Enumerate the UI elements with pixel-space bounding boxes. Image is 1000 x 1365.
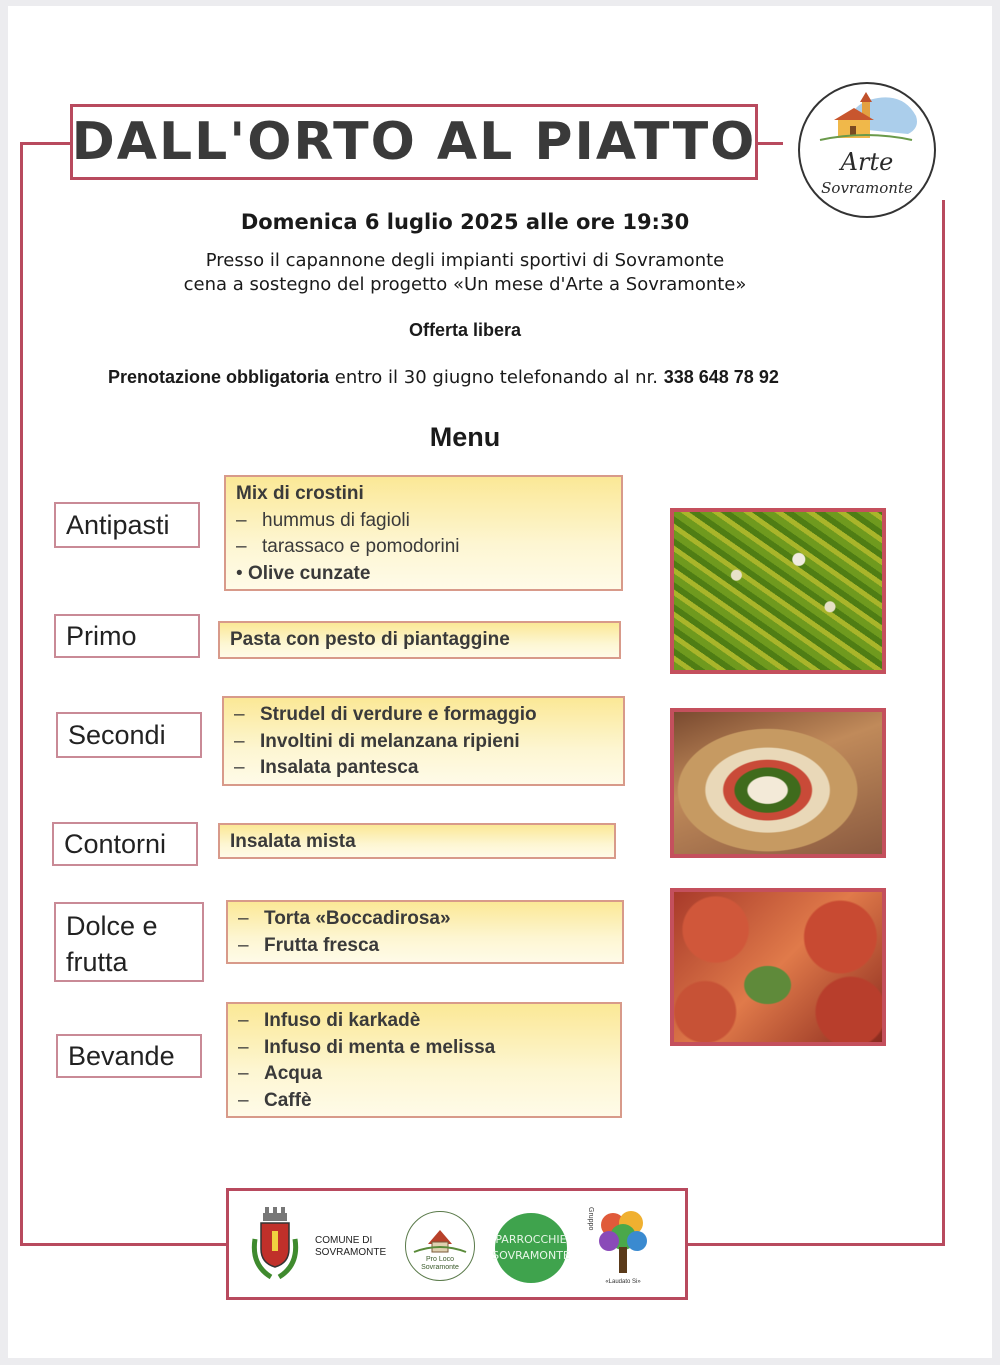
category-label: Bevande	[68, 1041, 175, 1071]
category-primo	[54, 614, 200, 658]
dish-item: – Acqua	[238, 1063, 323, 1084]
event-date: Domenica 6 luglio 2025 alle ore 19:30	[240, 210, 690, 234]
category-contorni	[52, 822, 198, 866]
menu-heading: Menu	[429, 422, 501, 452]
dish-item: – Frutta fresca	[238, 934, 380, 956]
booking-text: entro il 30 giugno telefonando al nr.	[334, 367, 658, 388]
tree-icon	[587, 1203, 659, 1279]
dish-box-contorni	[218, 823, 616, 859]
tomato-dish-photo	[670, 888, 886, 1046]
page-title: DALL'ORTO AL PIATTO	[71, 112, 757, 172]
logo-text-sovramonte: Sovramonte	[821, 179, 913, 197]
event-offer: Offerta libera	[408, 320, 522, 340]
parrocchie-logo: PARROCCHIE SOVRAMONTE	[495, 1213, 567, 1283]
proloco-logo	[405, 1211, 475, 1281]
dish-box-dolce	[226, 900, 624, 964]
category-label: Secondi	[68, 720, 166, 750]
category-antipasti	[54, 502, 200, 548]
category-bevande	[56, 1034, 202, 1078]
logo-text-arte: Arte	[840, 148, 894, 176]
arte-sovramonte-logo	[798, 82, 936, 218]
frame-bottom-left	[20, 1243, 228, 1246]
booking-lead: Prenotazione obbligatoria	[108, 367, 330, 387]
dish-box-primo	[218, 621, 621, 659]
category-label-line1: Dolce e	[66, 911, 158, 941]
dish-item: – Strudel di verdure e formaggio	[234, 704, 537, 725]
event-purpose: cena a sostegno del progetto «Un mese d'Arte a Sovramonte»	[183, 274, 747, 295]
frame-top-right	[757, 142, 783, 145]
dish-item: – Torta «Boccadirosa»	[238, 908, 451, 929]
dish-item: Mix di crostini	[236, 483, 364, 504]
dish-item: Pasta con pesto di piantaggine	[230, 629, 510, 650]
category-label-line2: frutta	[66, 947, 128, 977]
dish-item: – Involtini di melanzana ripieni	[234, 730, 520, 752]
dish-item: – Infuso di menta e melissa	[238, 1036, 496, 1058]
dish-item: – tarassaco e pomodorini	[236, 536, 460, 557]
category-dolce	[54, 902, 204, 982]
dish-item: – Insalata pantesca	[234, 757, 419, 778]
comune-crest-icon	[247, 1205, 303, 1283]
frame-right	[942, 200, 945, 1246]
category-label: Contorni	[64, 829, 167, 859]
sponsor-box	[226, 1188, 688, 1300]
category-label: Antipasti	[66, 510, 170, 540]
booking-phone: 338 648 78 92	[663, 367, 779, 387]
dish-item: – hummus di fagioli	[236, 509, 410, 531]
title-box	[70, 104, 758, 180]
proloco-text: Pro Loco Sovramonte	[421, 1256, 459, 1271]
dish-box-secondi	[222, 696, 625, 786]
frame-top-left	[20, 142, 72, 145]
laudato-text: «Laudato Si»	[605, 1279, 641, 1285]
dish-box-antipasti	[224, 475, 623, 591]
gruppo-text: Gruppo	[587, 1207, 594, 1231]
event-venue: Presso il capannone degli impianti sportivi di Sovramonte	[205, 250, 725, 271]
dish-item: – Caffè	[238, 1089, 312, 1111]
frame-bottom-right	[686, 1243, 945, 1246]
dish-item: – Infuso di karkadè	[238, 1010, 421, 1031]
church-icon	[800, 84, 934, 154]
laudato-si-logo	[587, 1203, 659, 1287]
strudel-photo	[670, 708, 886, 858]
dish-box-bevande	[226, 1002, 622, 1118]
dish-item: Insalata mista	[230, 831, 356, 852]
house-icon	[406, 1212, 474, 1256]
comune-text: COMUNE DI SOVRAMONTE	[315, 1235, 387, 1258]
pasta-photo	[670, 508, 886, 674]
booking-info	[108, 367, 779, 388]
category-label: Primo	[66, 621, 137, 651]
category-secondi	[56, 712, 202, 758]
dish-item: • Olive cunzate	[236, 562, 371, 584]
frame-left	[20, 142, 23, 1246]
